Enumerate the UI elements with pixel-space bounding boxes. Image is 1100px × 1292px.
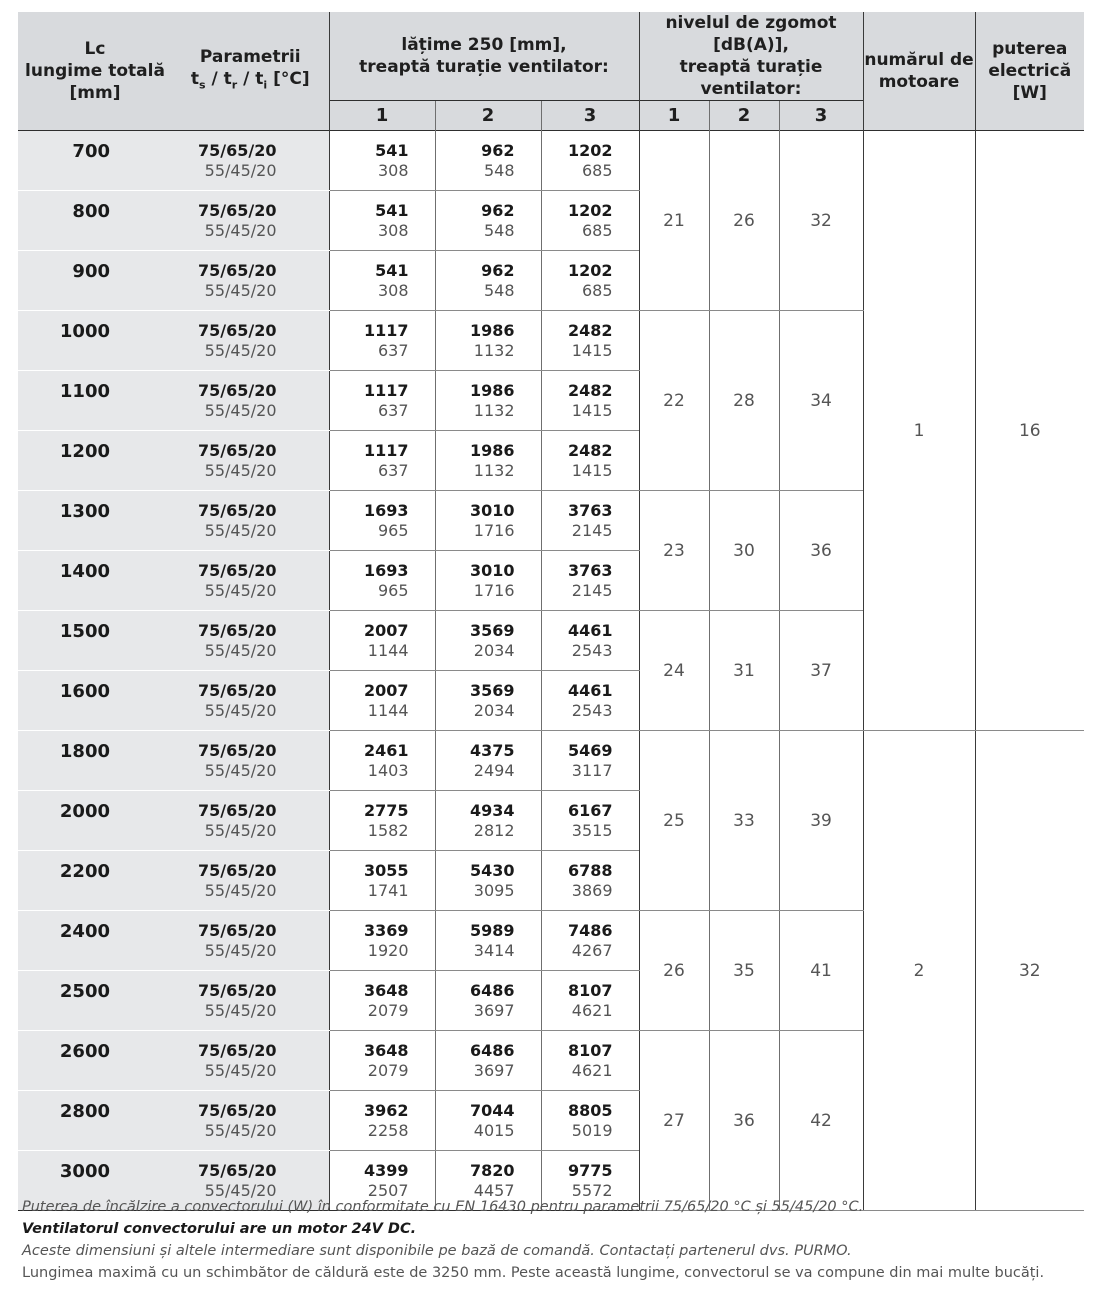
output-55-45-20: 2034	[473, 641, 515, 660]
output-55-45-20: 965	[377, 581, 409, 600]
table-row	[18, 731, 1084, 791]
params-cell	[172, 851, 329, 911]
output-75-65-20: 5430	[469, 861, 515, 880]
output-75-65-20: 7820	[469, 1161, 515, 1180]
output-55-45-20: 1415	[571, 401, 613, 420]
header-power	[975, 12, 1084, 131]
output-75-65-20: 3763	[567, 561, 613, 580]
params-secondary: 55/45/20	[204, 221, 277, 240]
output-55-45-20: 1132	[473, 401, 515, 420]
params-cell	[172, 311, 329, 371]
params-secondary: 55/45/20	[204, 761, 277, 780]
heat-output-speed-2	[435, 971, 541, 1031]
heat-output-speed-3	[541, 791, 639, 851]
heat-output-speed-2	[435, 671, 541, 731]
header-noise-speed-2: 2	[709, 101, 779, 131]
params-primary: 75/65/20	[198, 861, 277, 880]
header-width-line2: treaptă turație ventilator:	[359, 57, 609, 77]
params-cell	[172, 1031, 329, 1091]
params-cell	[172, 491, 329, 551]
output-55-45-20: 4621	[571, 1001, 613, 1020]
header-width-group	[329, 12, 639, 101]
output-55-45-20: 965	[377, 521, 409, 540]
heat-output-speed-1	[329, 731, 435, 791]
footnote-heating-standard: Puterea de încălzire a convectorului (W) în conformitate cu EN 16430 pentru parametrii 75/65/20 °C și 55/45/20 °C.	[22, 1199, 864, 1215]
output-55-45-20: 2258	[367, 1121, 409, 1140]
params-primary: 75/65/20	[198, 681, 277, 700]
params-primary: 75/65/20	[198, 141, 277, 160]
length-cell: 1600	[18, 671, 172, 731]
noise-level-speed-1: 21	[639, 131, 709, 311]
output-75-65-20: 1117	[363, 381, 409, 400]
heat-output-speed-1	[329, 611, 435, 671]
output-55-45-20: 685	[581, 161, 613, 180]
output-75-65-20: 962	[481, 261, 515, 280]
params-secondary: 55/45/20	[204, 461, 277, 480]
motor-count: 2	[863, 731, 975, 1211]
header-noise-line2: treaptă turație ventilator:	[679, 57, 823, 99]
output-55-45-20: 1716	[473, 581, 515, 600]
params-primary: 75/65/20	[198, 1161, 277, 1180]
output-75-65-20: 7044	[469, 1101, 515, 1120]
output-75-65-20: 3010	[469, 501, 515, 520]
header-power-line1: puterea	[992, 39, 1068, 59]
output-55-45-20: 3095	[473, 881, 515, 900]
params-primary: 75/65/20	[198, 1101, 277, 1120]
noise-level-speed-2: 36	[709, 1031, 779, 1211]
params-primary: 75/65/20	[198, 501, 277, 520]
params-primary: 75/65/20	[198, 801, 277, 820]
params-cell	[172, 251, 329, 311]
heat-output-speed-2	[435, 311, 541, 371]
params-secondary: 55/45/20	[204, 1001, 277, 1020]
heat-output-speed-2	[435, 131, 541, 191]
header-length-line3: [mm]	[69, 83, 121, 103]
output-75-65-20: 1117	[363, 321, 409, 340]
heat-output-speed-2	[435, 611, 541, 671]
output-55-45-20: 5019	[571, 1121, 613, 1140]
length-cell: 1200	[18, 431, 172, 491]
params-cell	[172, 551, 329, 611]
output-55-45-20: 1741	[367, 881, 409, 900]
params-secondary: 55/45/20	[204, 641, 277, 660]
output-75-65-20: 1986	[469, 381, 515, 400]
output-75-65-20: 3962	[363, 1101, 409, 1120]
noise-level-speed-3: 32	[779, 131, 863, 311]
params-secondary: 55/45/20	[204, 941, 277, 960]
header-power-line3: [W]	[1012, 83, 1047, 103]
output-55-45-20: 1132	[473, 461, 515, 480]
params-primary: 75/65/20	[198, 321, 277, 340]
heat-output-speed-2	[435, 251, 541, 311]
header-params	[172, 12, 329, 131]
length-cell: 1800	[18, 731, 172, 791]
output-55-45-20: 5572	[571, 1181, 613, 1200]
noise-level-speed-2: 33	[709, 731, 779, 911]
heat-output-speed-3	[541, 191, 639, 251]
output-75-65-20: 6486	[469, 981, 515, 1000]
output-75-65-20: 7486	[567, 921, 613, 940]
heat-output-speed-2	[435, 1091, 541, 1151]
length-cell: 700	[18, 131, 172, 191]
output-75-65-20: 3648	[363, 981, 409, 1000]
footnote-dimensions: Aceste dimensiuni și altele intermediare sunt disponibile pe bază de comandă. Contactați partenerul dvs. PURMO.	[22, 1243, 852, 1259]
output-75-65-20: 2461	[363, 741, 409, 760]
noise-level-speed-3: 34	[779, 311, 863, 491]
noise-level-speed-2: 26	[709, 131, 779, 311]
header-motors-line1: numărul de	[864, 50, 974, 70]
output-55-45-20: 2145	[571, 581, 613, 600]
params-primary: 75/65/20	[198, 921, 277, 940]
heat-output-speed-3	[541, 851, 639, 911]
heat-output-speed-2	[435, 1031, 541, 1091]
output-55-45-20: 2494	[473, 761, 515, 780]
length-cell: 800	[18, 191, 172, 251]
output-75-65-20: 4375	[469, 741, 515, 760]
params-cell	[172, 611, 329, 671]
header-params-formula: $t_s / t_r / t_i$ [°C]	[190, 68, 310, 92]
output-75-65-20: 6167	[567, 801, 613, 820]
params-cell	[172, 731, 329, 791]
output-75-65-20: 8107	[567, 981, 613, 1000]
params-primary: 75/65/20	[198, 981, 277, 1000]
output-55-45-20: 548	[483, 161, 515, 180]
output-55-45-20: 4621	[571, 1061, 613, 1080]
length-cell: 1000	[18, 311, 172, 371]
heat-output-speed-2	[435, 551, 541, 611]
length-cell: 2000	[18, 791, 172, 851]
heat-output-speed-1	[329, 971, 435, 1031]
output-75-65-20: 5469	[567, 741, 613, 760]
params-cell	[172, 791, 329, 851]
output-75-65-20: 9775	[567, 1161, 613, 1180]
output-55-45-20: 685	[581, 281, 613, 300]
output-75-65-20: 962	[481, 141, 515, 160]
length-cell: 2200	[18, 851, 172, 911]
params-cell	[172, 671, 329, 731]
output-75-65-20: 4461	[567, 621, 613, 640]
heat-output-speed-3	[541, 1031, 639, 1091]
output-55-45-20: 548	[483, 281, 515, 300]
noise-level-speed-1: 26	[639, 911, 709, 1031]
heat-output-speed-3	[541, 731, 639, 791]
output-75-65-20: 3010	[469, 561, 515, 580]
heat-output-speed-1	[329, 251, 435, 311]
params-primary: 75/65/20	[198, 201, 277, 220]
length-cell: 2800	[18, 1091, 172, 1151]
params-primary: 75/65/20	[198, 561, 277, 580]
footnotes	[22, 1196, 1082, 1284]
params-primary: 75/65/20	[198, 1041, 277, 1060]
heat-output-speed-3	[541, 311, 639, 371]
output-55-45-20: 1415	[571, 461, 613, 480]
output-55-45-20: 637	[377, 461, 409, 480]
table-body	[18, 131, 1084, 1211]
heat-output-speed-3	[541, 251, 639, 311]
motor-count: 1	[863, 131, 975, 731]
heat-output-speed-2	[435, 731, 541, 791]
output-55-45-20: 3697	[473, 1001, 515, 1020]
convector-spec-table	[18, 12, 1084, 1211]
header-motors-line2: motoare	[878, 72, 960, 92]
output-55-45-20: 4267	[571, 941, 613, 960]
output-55-45-20: 3117	[571, 761, 613, 780]
heat-output-speed-2	[435, 851, 541, 911]
params-cell	[172, 1091, 329, 1151]
length-cell: 2400	[18, 911, 172, 971]
params-secondary: 55/45/20	[204, 281, 277, 300]
params-primary: 75/65/20	[198, 741, 277, 760]
output-55-45-20: 637	[377, 341, 409, 360]
params-secondary: 55/45/20	[204, 701, 277, 720]
header-params-label: Parametrii	[199, 46, 301, 67]
heat-output-speed-3	[541, 971, 639, 1031]
noise-level-speed-1: 22	[639, 311, 709, 491]
heat-output-speed-3	[541, 671, 639, 731]
output-55-45-20: 3697	[473, 1061, 515, 1080]
output-75-65-20: 6788	[567, 861, 613, 880]
noise-level-speed-2: 28	[709, 311, 779, 491]
heat-output-speed-1	[329, 851, 435, 911]
heat-output-speed-1	[329, 491, 435, 551]
header-width-line1: lățime 250 [mm],	[401, 35, 567, 55]
output-75-65-20: 962	[481, 201, 515, 220]
length-cell: 1100	[18, 371, 172, 431]
header-power-line2: electrică	[988, 61, 1072, 81]
output-55-45-20: 2034	[473, 701, 515, 720]
header-noise-group	[639, 12, 863, 101]
header-length-line2: lungime totală	[25, 61, 165, 81]
heat-output-speed-3	[541, 911, 639, 971]
noise-level-speed-1: 23	[639, 491, 709, 611]
output-55-45-20: 1582	[367, 821, 409, 840]
output-75-65-20: 3569	[469, 621, 515, 640]
heat-output-speed-2	[435, 191, 541, 251]
output-75-65-20: 2482	[567, 441, 613, 460]
output-75-65-20: 3648	[363, 1041, 409, 1060]
noise-level-speed-3: 37	[779, 611, 863, 731]
header-speed-3: 3	[541, 101, 639, 131]
noise-level-speed-3: 42	[779, 1031, 863, 1211]
output-75-65-20: 5989	[469, 921, 515, 940]
heat-output-speed-2	[435, 791, 541, 851]
params-secondary: 55/45/20	[204, 161, 277, 180]
heat-output-speed-2	[435, 431, 541, 491]
output-55-45-20: 548	[483, 221, 515, 240]
noise-level-speed-2: 35	[709, 911, 779, 1031]
heat-output-speed-3	[541, 431, 639, 491]
output-55-45-20: 2079	[367, 1001, 409, 1020]
output-55-45-20: 2079	[367, 1061, 409, 1080]
header-speed-1: 1	[329, 101, 435, 131]
output-75-65-20: 3569	[469, 681, 515, 700]
params-secondary: 55/45/20	[204, 1181, 277, 1200]
header-length-line1: Lc	[84, 39, 106, 59]
output-75-65-20: 2482	[567, 381, 613, 400]
header-noise-speed-1: 1	[639, 101, 709, 131]
output-75-65-20: 3763	[567, 501, 613, 520]
noise-level-speed-1: 24	[639, 611, 709, 731]
params-primary: 75/65/20	[198, 441, 277, 460]
heat-output-speed-1	[329, 791, 435, 851]
output-75-65-20: 1202	[567, 261, 613, 280]
table-row	[18, 131, 1084, 191]
heat-output-speed-1	[329, 191, 435, 251]
output-75-65-20: 1202	[567, 201, 613, 220]
heat-output-speed-3	[541, 1091, 639, 1151]
header-noise-speed-3: 3	[779, 101, 863, 131]
params-primary: 75/65/20	[198, 621, 277, 640]
params-primary: 75/65/20	[198, 381, 277, 400]
noise-level-speed-3: 41	[779, 911, 863, 1031]
length-cell: 900	[18, 251, 172, 311]
footnote-max-length: Lungimea maximă cu un schimbător de căldură este de 3250 mm. Peste această lungime, convectorul se va compune din mai multe bucăți.	[22, 1265, 1045, 1281]
output-75-65-20: 1986	[469, 441, 515, 460]
output-75-65-20: 541	[375, 141, 409, 160]
params-cell	[172, 431, 329, 491]
output-75-65-20: 541	[375, 261, 409, 280]
noise-level-speed-2: 31	[709, 611, 779, 731]
output-75-65-20: 3055	[363, 861, 409, 880]
params-cell	[172, 371, 329, 431]
header-length	[18, 12, 172, 131]
heat-output-speed-2	[435, 371, 541, 431]
output-75-65-20: 2482	[567, 321, 613, 340]
output-75-65-20: 8805	[567, 1101, 613, 1120]
output-55-45-20: 3869	[571, 881, 613, 900]
heat-output-speed-1	[329, 131, 435, 191]
length-cell: 1300	[18, 491, 172, 551]
output-75-65-20: 1693	[363, 501, 409, 520]
params-secondary: 55/45/20	[204, 1121, 277, 1140]
output-75-65-20: 3369	[363, 921, 409, 940]
header-speed-2: 2	[435, 101, 541, 131]
noise-level-speed-1: 25	[639, 731, 709, 911]
noise-level-speed-3: 36	[779, 491, 863, 611]
output-55-45-20: 2543	[571, 701, 613, 720]
footnote-motor: Ventilatorul convectorului are un motor 24V DC.	[22, 1221, 417, 1237]
heat-output-speed-1	[329, 551, 435, 611]
output-55-45-20: 1415	[571, 341, 613, 360]
output-75-65-20: 6486	[469, 1041, 515, 1060]
params-secondary: 55/45/20	[204, 1061, 277, 1080]
output-55-45-20: 637	[377, 401, 409, 420]
params-secondary: 55/45/20	[204, 401, 277, 420]
params-secondary: 55/45/20	[204, 821, 277, 840]
params-cell	[172, 971, 329, 1031]
output-75-65-20: 2007	[363, 681, 409, 700]
output-55-45-20: 3414	[473, 941, 515, 960]
heat-output-speed-1	[329, 911, 435, 971]
output-55-45-20: 4015	[473, 1121, 515, 1140]
params-secondary: 55/45/20	[204, 341, 277, 360]
output-55-45-20: 1920	[367, 941, 409, 960]
params-primary: 75/65/20	[198, 261, 277, 280]
heat-output-speed-1	[329, 311, 435, 371]
output-55-45-20: 308	[377, 281, 409, 300]
length-cell: 3000	[18, 1151, 172, 1211]
output-75-65-20: 2775	[363, 801, 409, 820]
output-75-65-20: 4461	[567, 681, 613, 700]
params-cell	[172, 191, 329, 251]
output-55-45-20: 1144	[367, 641, 409, 660]
heat-output-speed-1	[329, 671, 435, 731]
heat-output-speed-1	[329, 1091, 435, 1151]
output-75-65-20: 1986	[469, 321, 515, 340]
output-75-65-20: 8107	[567, 1041, 613, 1060]
output-55-45-20: 2145	[571, 521, 613, 540]
header-motors	[863, 12, 975, 131]
params-secondary: 55/45/20	[204, 581, 277, 600]
heat-output-speed-1	[329, 1031, 435, 1091]
output-75-65-20: 4399	[363, 1161, 409, 1180]
output-55-45-20: 685	[581, 221, 613, 240]
length-cell: 1500	[18, 611, 172, 671]
output-75-65-20: 2007	[363, 621, 409, 640]
noise-level-speed-1: 27	[639, 1031, 709, 1211]
heat-output-speed-1	[329, 371, 435, 431]
params-secondary: 55/45/20	[204, 521, 277, 540]
params-cell	[172, 131, 329, 191]
heat-output-speed-2	[435, 491, 541, 551]
output-75-65-20: 1693	[363, 561, 409, 580]
heat-output-speed-3	[541, 611, 639, 671]
output-55-45-20: 1144	[367, 701, 409, 720]
noise-level-speed-2: 30	[709, 491, 779, 611]
output-55-45-20: 1132	[473, 341, 515, 360]
output-55-45-20: 2812	[473, 821, 515, 840]
heat-output-speed-3	[541, 131, 639, 191]
output-55-45-20: 2543	[571, 641, 613, 660]
output-75-65-20: 4934	[469, 801, 515, 820]
output-55-45-20: 4457	[473, 1181, 515, 1200]
output-55-45-20: 1716	[473, 521, 515, 540]
heat-output-speed-2	[435, 911, 541, 971]
output-55-45-20: 3515	[571, 821, 613, 840]
heat-output-speed-3	[541, 371, 639, 431]
electric-power: 16	[975, 131, 1084, 731]
heat-output-speed-3	[541, 551, 639, 611]
output-55-45-20: 1403	[367, 761, 409, 780]
output-75-65-20: 541	[375, 201, 409, 220]
output-55-45-20: 2507	[367, 1181, 409, 1200]
output-75-65-20: 1117	[363, 441, 409, 460]
length-cell: 1400	[18, 551, 172, 611]
output-75-65-20: 1202	[567, 141, 613, 160]
params-cell	[172, 911, 329, 971]
length-cell: 2500	[18, 971, 172, 1031]
noise-level-speed-3: 39	[779, 731, 863, 911]
output-55-45-20: 308	[377, 161, 409, 180]
heat-output-speed-3	[541, 491, 639, 551]
header-noise-line1: nivelul de zgomot [dB(A)],	[665, 13, 837, 55]
output-55-45-20: 308	[377, 221, 409, 240]
params-secondary: 55/45/20	[204, 881, 277, 900]
heat-output-speed-1	[329, 431, 435, 491]
length-cell: 2600	[18, 1031, 172, 1091]
electric-power: 32	[975, 731, 1084, 1211]
